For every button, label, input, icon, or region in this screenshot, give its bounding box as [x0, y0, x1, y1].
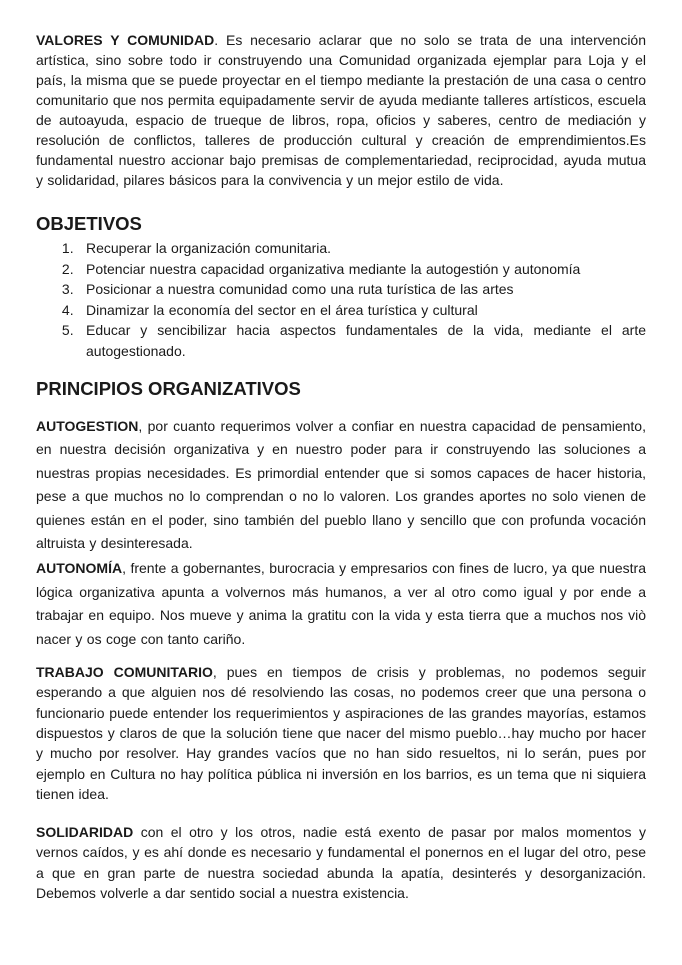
paragraph-solidaridad: [36, 822, 646, 903]
paragraph-autonomia-lead: AUTONOMÍA: [36, 560, 123, 577]
paragraph-valores-comunidad: [36, 30, 646, 190]
paragraph-trabajo-comunitario-lead: TRABAJO COMUNITARIO: [36, 664, 213, 681]
paragraph-autogestion: [36, 415, 646, 555]
paragraph-solidaridad-body: con el otro y los otros, nadie está exento de pasar por malos momentos y vernos caídos, y es ahí donde es necesario y fundamental el ponernos en el lugar del otro, pese a que en gran parte de nuestra sociedad abunda la apatía, desinterés y desorganización. Debemos volverle a dar sentido social a nuestra existencia.: [36, 824, 646, 902]
objetivo-item-1-text: Recuperar la organización comunitaria.: [86, 240, 332, 256]
objetivo-item-4-text: Dinamizar la economía del sector en el área turística y cultural: [86, 301, 478, 318]
paragraph-autonomia-body: , frente a gobernantes, burocracia y empresarios con fines de lucro, ya que nuestra lógica organizativa apunta a volvernos más humanos, a ver al otro como igual y por ende a trabajar en equipo. Nos mueve y anima la gratitu con la vida y esta tierra que a muchos nos viò nacer y os coge con tanto cariño.: [36, 560, 646, 647]
objetivo-item-5-text: Educar y sencibilizar hacia aspectos fundamentales de la vida, mediante el arte autogestionado.: [86, 322, 646, 359]
objetivo-item-4: [78, 300, 646, 321]
paragraph-solidaridad-lead: SOLIDARIDAD: [36, 824, 134, 841]
heading-objetivos: OBJETIVOS: [36, 213, 142, 234]
paragraph-trabajo-comunitario-body: , pues en tiempos de crisis y problemas, no podemos seguir esperando a que alguien nos dé resolviendo las cosas, no podemos creer que una persona o funcionario puede entender los requerimientos y aspiraciones de las grandes mayorías, estamos dispuestos y claros de que la solución tiene que nacer del mismo pueblo…hay mucho por hacer y mucho por resolver. Hay grandes vacíos que no han sido resueltos, ni lo serán, pues por ejemplo en Cultura no hay política pública ni inversión en los barrios, es un tema que ni siquiera tienen idea.: [36, 664, 647, 802]
objetivo-item-2: [78, 259, 646, 280]
objetivo-item-3-text: Posicionar a nuestra comunidad como una ruta turística de las artes: [86, 281, 514, 297]
paragraph-valores-lead: VALORES Y COMUNIDAD: [36, 32, 215, 48]
paragraph-valores-body: . Es necesario aclarar que no solo se trata de una intervención artística, sino sobre todo ir construyendo una Comunidad organizada ejemplar para Loja y el país, la misma que se puede proyectar en el tiempo mediante la prestación de una casa o centro comunitario que nos permita equipadamente servir de ayuda mediante talleres artísticos, escuela de autoayuda, espacio de trueque de libros, ropa, oficios y saberes, centro de mediación y resolución de conflictos, talleres de producción cultural y creación de emprendimientos.Es fundamental nuestro accionar bajo premisas de complementariedad, reciprocidad, ayuda mutua y solidaridad, pilares básicos para la convivencia y un mejor estilo de vida.: [36, 32, 646, 188]
heading-principios-organizativos: PRINCIPIOS ORGANIZATIVOS: [36, 378, 301, 399]
paragraph-trabajo-comunitario: [36, 662, 646, 804]
objetivo-item-3: [78, 279, 646, 300]
objetivo-item-2-text: Potenciar nuestra capacidad organizativa mediante la autogestión y autonomía: [86, 260, 581, 277]
paragraph-autonomia: [36, 557, 646, 651]
objetivo-item-5: [78, 320, 646, 361]
paragraph-autogestion-body: , por cuanto requerimos volver a confiar en nuestra capacidad de pensamiento, en nuestra decisión organizativa y en nuestro poder para ir construyendo las soluciones a nuestras propias necesidades. Es primordial entender que si somos capaces de hacer historia, pese a que muchos no lo comprendan o no lo valoren. Los grandes aportes no solo vienen de quienes están en el poder, sino también del pueblo llano y sencillo que con profunda vocación altruista y desinteresada.: [36, 418, 646, 552]
objetivo-item-1: [78, 238, 646, 259]
paragraph-autogestion-lead: AUTOGESTION: [36, 418, 139, 434]
objetivos-list: [36, 238, 646, 361]
